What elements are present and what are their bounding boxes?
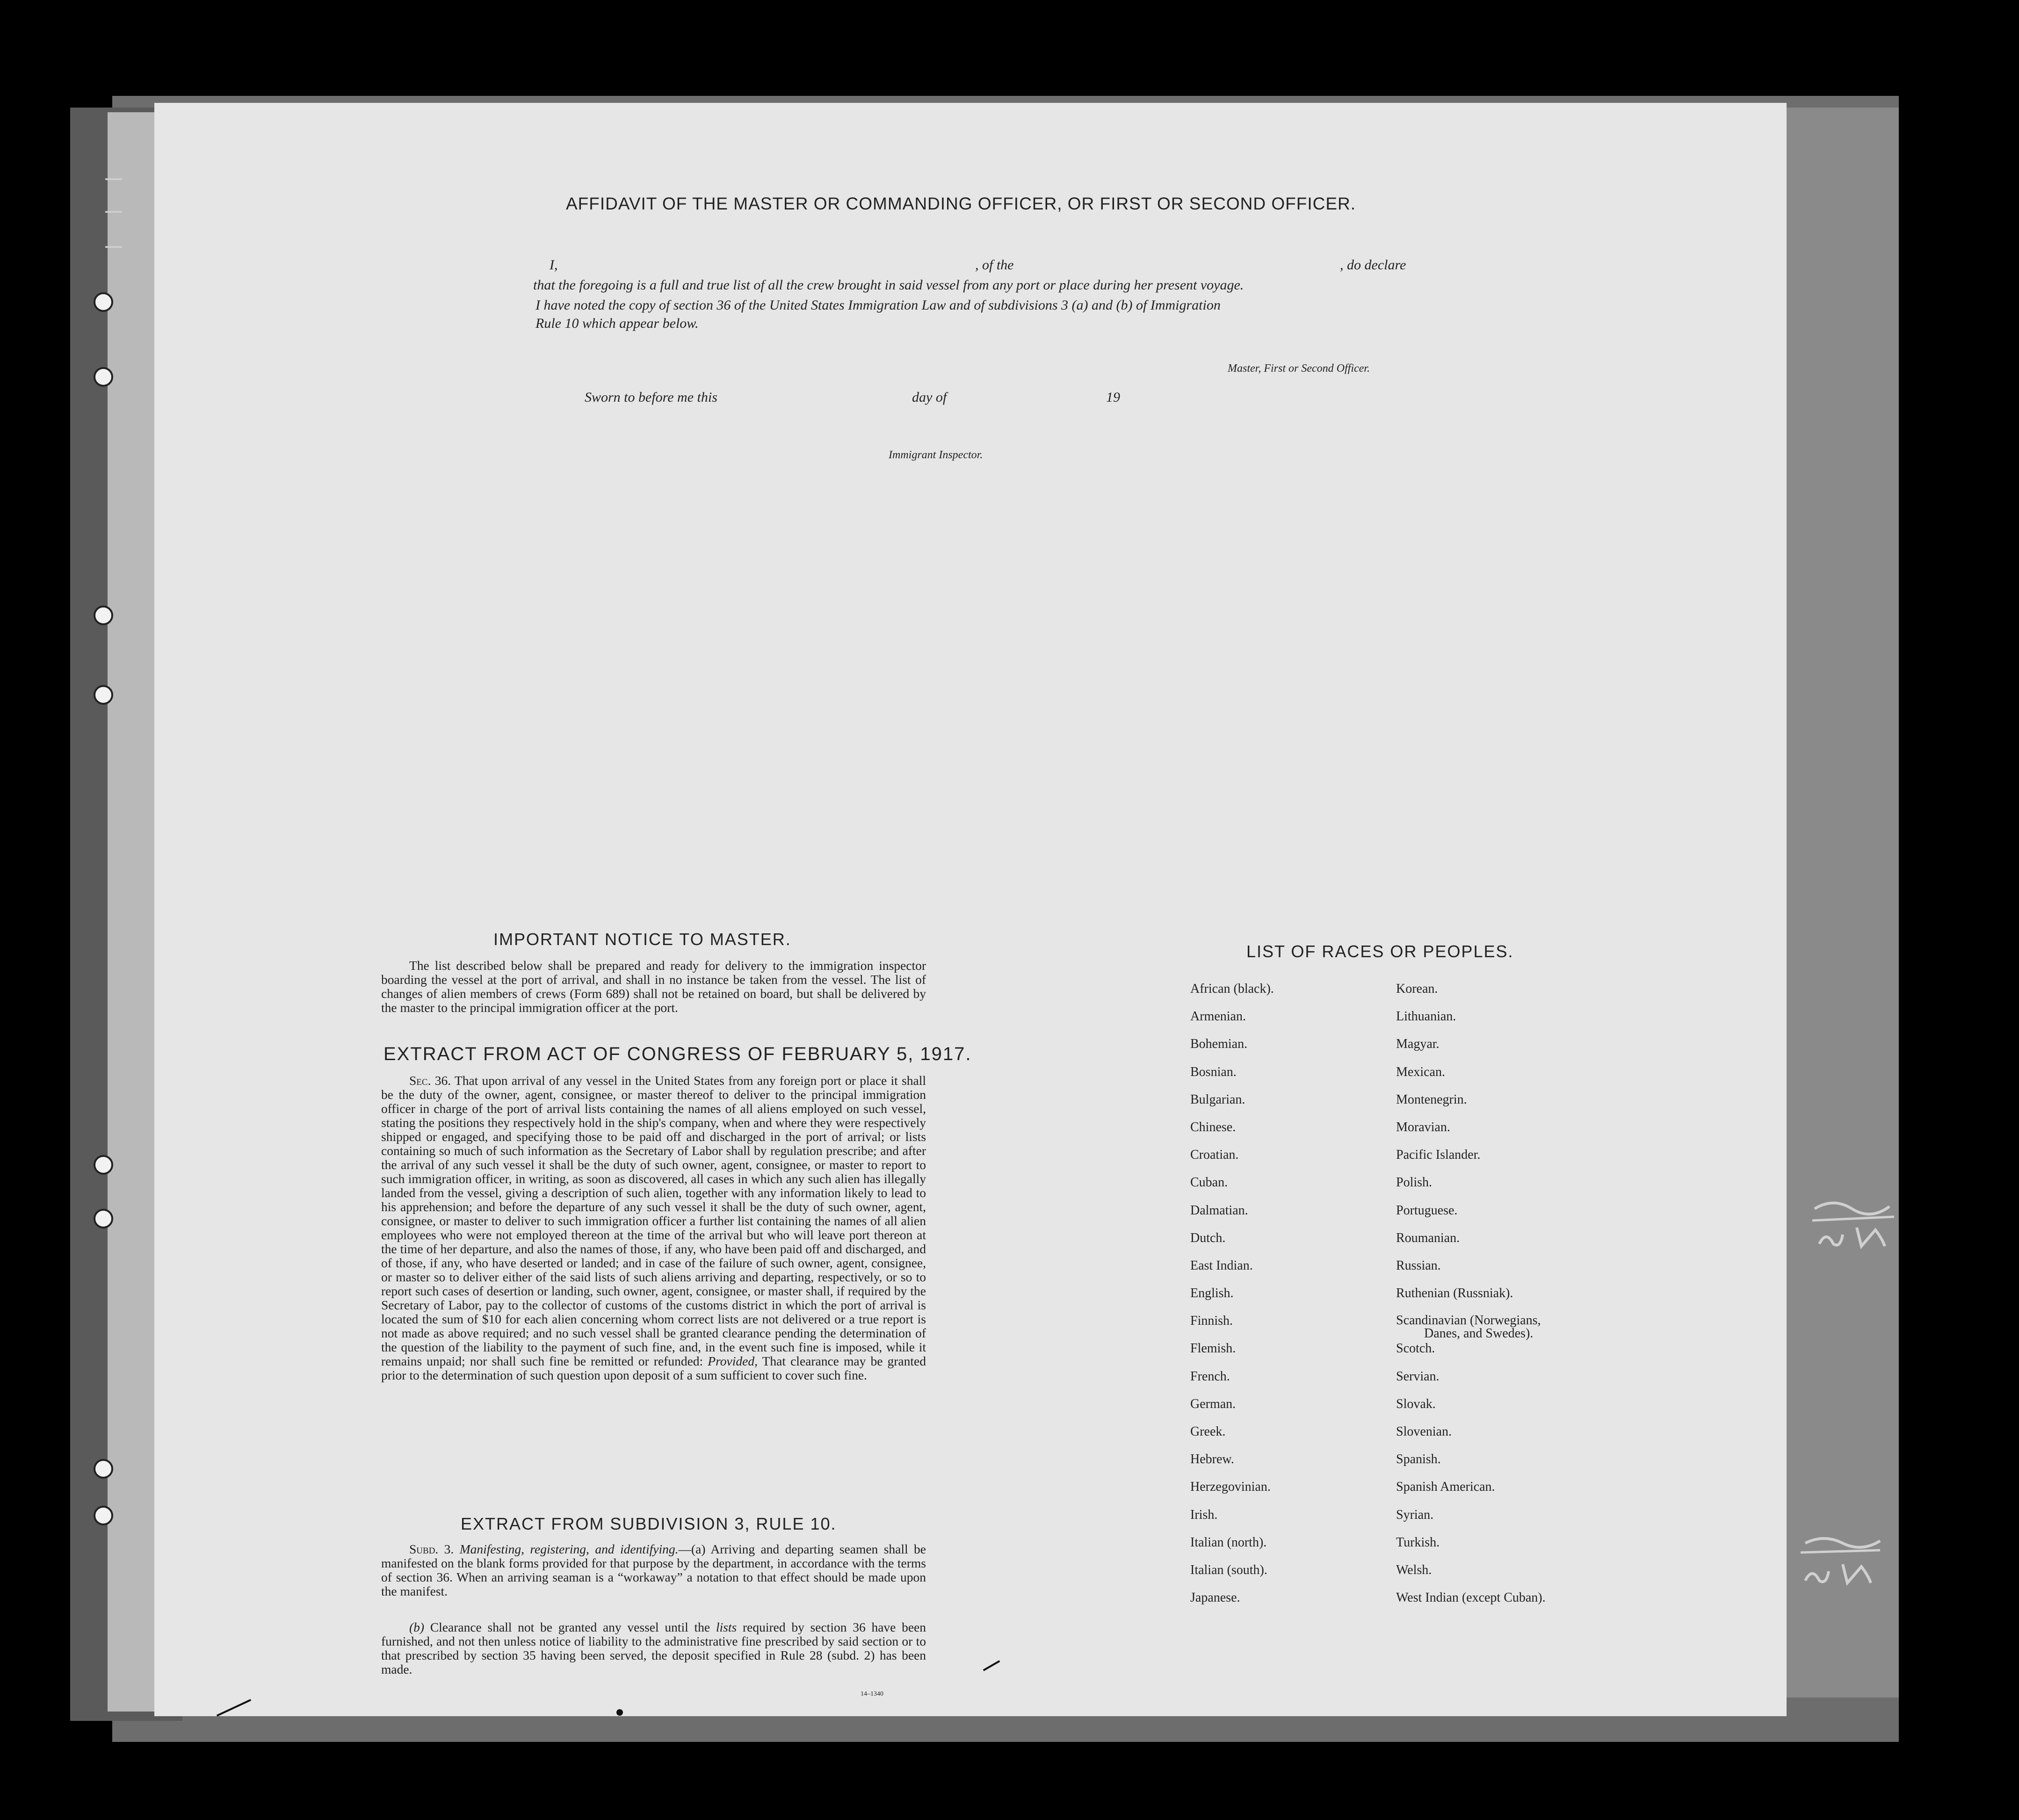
race-item: African (black). bbox=[1190, 982, 1274, 996]
affidavit-line-3: I have noted the copy of section 36 of the United States Immigration Law and of subdivisions 3 (a) and (b) of Immigration bbox=[536, 297, 1221, 313]
edge-text-fragment: — bbox=[105, 168, 122, 188]
ink-dot bbox=[616, 1709, 623, 1716]
race-item: Armenian. bbox=[1190, 1009, 1246, 1024]
race-item: Welsh. bbox=[1396, 1562, 1432, 1577]
race-item: Spanish American. bbox=[1396, 1480, 1495, 1495]
year-prefix: 19 bbox=[1106, 390, 1120, 405]
act-section-36 bbox=[381, 1074, 926, 1382]
race-item: Polish. bbox=[1396, 1175, 1433, 1190]
section-36-text-end: That clearance may be granted prior to the determination of such question upon deposit of a sum sufficient to cover such fine. bbox=[381, 1354, 926, 1382]
affidavit-of-the: , of the bbox=[975, 257, 1014, 273]
race-item: Irish. bbox=[1190, 1507, 1218, 1522]
binder-hole bbox=[94, 292, 113, 312]
sworn-text: Sworn to before me this bbox=[585, 390, 717, 405]
race-item: Syrian. bbox=[1396, 1507, 1434, 1522]
race-item: Korean. bbox=[1396, 982, 1438, 996]
binder-hole bbox=[94, 1506, 113, 1525]
race-item: Slovenian. bbox=[1396, 1424, 1452, 1439]
race-item: Italian (north). bbox=[1190, 1535, 1267, 1550]
race-item: West Indian (except Cuban). bbox=[1396, 1590, 1546, 1605]
race-item: Spanish. bbox=[1396, 1452, 1441, 1467]
notice-heading: IMPORTANT NOTICE TO MASTER. bbox=[493, 930, 791, 949]
rule-extract-heading: EXTRACT FROM SUBDIVISION 3, RULE 10. bbox=[461, 1514, 837, 1533]
race-item: Mexican. bbox=[1396, 1064, 1445, 1079]
section-36-text: That upon arrival of any vessel in the United States from any foreign port or place it shall be the duty of the owner, agent, consignee, or master thereof to deliver to the principal immigration officer in charge of the port of arrival lists containing the names of all aliens employed on such vessel, stating the positions they respectively hold in the ship's company, when and where they were respectively shipped or engaged, and specifying those to be paid off and discharged in the port of arrival; or lists containing so much of such information as the Secretary of Labor shall by regulation prescribe; and after the arrival of any such vessel it shall be the duty of such owner, agent, consignee, or master to report to such immigration officer, in writing, as soon as discovered, all cases in which any such alien has illegally landed from the vessel, giving a description of such alien, together with any information likely to lead to his apprehension; and before the departure of any such vessel it shall be the duty of such owner, agent, consignee, or master to deliver to such immigration officer a further list containing the names of all alien employees who were not employed thereon at the time of the arrival but who will leave port thereon at the time of her departure, and also the names of those, if any, who have been paid off and discharged, and of those, if any, who have deserted or landed; and in case of the failure of such owner, agent, consignee, or master so to deliver either of the said lists of such aliens arriving and departing, respectively, or so to report such cases of desertion or landing, such owner, agent, consignee, or master shall, if required by the Secretary of Labor, pay to the collector of customs of the customs district in which the port of arrival is located the sum of $10 for each alien concerning whom correct lists are not delivered or a true report is not made as above required; and no such vessel shall be granted clearance pending the determination of the question of the liability to the payment of such fine, and, in the event such fine is imposed, while it remains unpaid; nor shall such fine be remitted or refunded: bbox=[381, 1073, 926, 1368]
margin-handwriting bbox=[1787, 1529, 1889, 1595]
margin-handwriting bbox=[1805, 1188, 1899, 1253]
race-item: Cuban. bbox=[1190, 1175, 1228, 1190]
race-item: Dutch. bbox=[1190, 1230, 1226, 1245]
races-heading: LIST OF RACES OR PEOPLES. bbox=[1246, 942, 1514, 961]
day-of-text: day of bbox=[912, 390, 947, 405]
inspector-caption: Immigrant Inspector. bbox=[889, 449, 983, 461]
subd-b-lists: lists bbox=[716, 1620, 737, 1634]
race-item: Dalmatian. bbox=[1190, 1203, 1248, 1218]
race-item: Greek. bbox=[1190, 1424, 1226, 1439]
race-item: Chinese. bbox=[1190, 1119, 1236, 1134]
section-label: Sec. 36. bbox=[409, 1073, 451, 1088]
race-item: Russian. bbox=[1396, 1258, 1441, 1273]
affidavit-i: I, bbox=[550, 257, 558, 273]
rule-subd-a bbox=[381, 1542, 926, 1598]
race-item: German. bbox=[1190, 1396, 1236, 1411]
race-item: Servian. bbox=[1396, 1369, 1440, 1384]
race-item: Pacific Islander. bbox=[1396, 1148, 1481, 1163]
binder-hole bbox=[94, 685, 113, 705]
subd-title: Manifesting, registering, and identifying. bbox=[459, 1542, 679, 1556]
race-scandinavian-cont: Danes, and Swedes). bbox=[1424, 1326, 1534, 1341]
race-item: Portuguese. bbox=[1396, 1203, 1458, 1218]
form-number: 14–1340 bbox=[861, 1690, 883, 1697]
race-item: Flemish. bbox=[1190, 1341, 1236, 1356]
race-item: Italian (south). bbox=[1190, 1562, 1267, 1577]
race-item: Slovak. bbox=[1396, 1396, 1436, 1411]
race-item: Turkish. bbox=[1396, 1535, 1440, 1550]
race-item: Moravian. bbox=[1396, 1119, 1450, 1134]
race-item: Croatian. bbox=[1190, 1148, 1239, 1163]
race-item: English. bbox=[1190, 1286, 1234, 1301]
race-item: Magyar. bbox=[1396, 1037, 1440, 1052]
binder-hole bbox=[94, 606, 113, 625]
notice-text: The list described below shall be prepared and ready for delivery to the immigration inspector boarding the vessel at the port of arrival, and shall in no instance be taken from the vessel. The list of changes of alien members of crews (Form 689) shall not be retained on board, but shall be delivered by the master to the principal immigration officer at the port. bbox=[381, 958, 926, 1015]
subd-label: Subd. 3. bbox=[409, 1542, 454, 1556]
race-item: Japanese. bbox=[1190, 1590, 1240, 1605]
binder-hole bbox=[94, 1209, 113, 1228]
race-item: Lithuanian. bbox=[1396, 1009, 1456, 1024]
subd-a-text: —(a) Arriving and departing seamen shall be manifested on the blank forms provided for that purpose by the department, in accordance with the terms of section 36. When an arriving seaman is a “workaway” a notation to that effect should be made upon the manifest. bbox=[381, 1542, 926, 1598]
edge-text-fragment: — bbox=[105, 236, 122, 255]
provided-word: Provided, bbox=[708, 1354, 758, 1368]
race-item: Ruthenian (Russniak). bbox=[1396, 1286, 1513, 1301]
affidavit-title: AFFIDAVIT OF THE MASTER OR COMMANDING OFFICER, OR FIRST OR SECOND OFFICER. bbox=[566, 194, 1356, 213]
signature-caption: Master, First or Second Officer. bbox=[1228, 362, 1370, 375]
act-extract-heading: EXTRACT FROM ACT OF CONGRESS OF FEBRUARY 5, 1917. bbox=[384, 1044, 972, 1064]
race-item: Bulgarian. bbox=[1190, 1092, 1245, 1107]
subd-b-label: (b) bbox=[409, 1620, 425, 1634]
race-scandinavian: Scandinavian (Norwegians, bbox=[1396, 1313, 1541, 1328]
subd-b-text-1: Clearance shall not be granted any vessel until the bbox=[430, 1620, 710, 1634]
binder-hole bbox=[94, 1459, 113, 1479]
races-left-column bbox=[1190, 982, 1274, 1618]
race-item: Bosnian. bbox=[1190, 1064, 1237, 1079]
race-item: East Indian. bbox=[1190, 1258, 1253, 1273]
affidavit-line-4: Rule 10 which appear below. bbox=[536, 316, 699, 331]
race-item: Roumanian. bbox=[1396, 1230, 1460, 1245]
race-item: Herzegovinian. bbox=[1190, 1480, 1271, 1495]
race-item: Scotch. bbox=[1396, 1341, 1435, 1356]
race-item: Bohemian. bbox=[1190, 1037, 1248, 1052]
race-item: Finnish. bbox=[1190, 1314, 1233, 1329]
race-item: Montenegrin. bbox=[1396, 1092, 1467, 1107]
rule-subd-b bbox=[381, 1620, 926, 1676]
race-item: French. bbox=[1190, 1369, 1230, 1384]
races-right-column bbox=[1396, 982, 1546, 1618]
binder-hole bbox=[94, 1155, 113, 1175]
edge-text-fragment: — bbox=[105, 201, 122, 220]
affidavit-line-2: that the foregoing is a full and true list of all the crew brought in said vessel from any port or place during her present voyage. bbox=[533, 277, 1244, 293]
race-item bbox=[1396, 1314, 1546, 1342]
race-item: Hebrew. bbox=[1190, 1452, 1234, 1467]
binder-hole bbox=[94, 367, 113, 387]
subd-b-text-2: required by section 36 have been furnished, and not then unless notice of liability to the administrative fine prescribed by said section or to that prescribed by section 35 having been served, the deposit specified in Rule 28 (subd. 2) has been made. bbox=[381, 1620, 926, 1676]
affidavit-do-declare: , do declare bbox=[1340, 257, 1406, 273]
